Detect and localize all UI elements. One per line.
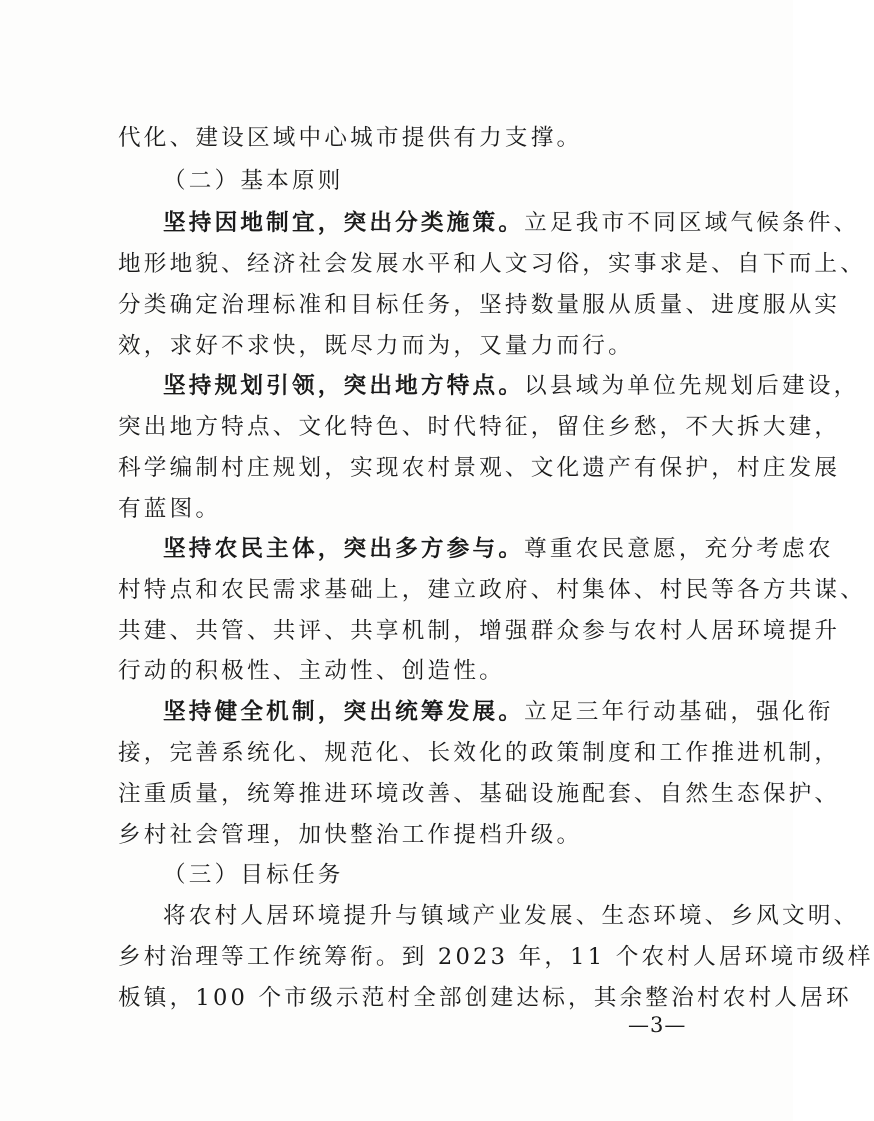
principle-4-heading: 坚持健全机制，突出统筹发展。 — [163, 699, 525, 725]
principle-3-text-start: 尊重农民意愿，充分考虑农 — [524, 536, 834, 562]
principle-4-line-1 — [163, 697, 834, 727]
target-paragraph-line-3: 板镇，100 个市级示范村全部创建达标，其余整治村农村人居环 — [118, 985, 852, 1011]
principle-2-line-2: 突出地方特点、文化特色、时代特征，留住乡愁，不大拆大建， — [118, 414, 841, 440]
page-number: —3— — [628, 1013, 687, 1037]
principle-3-heading: 坚持农民主体，突出多方参与。 — [163, 536, 525, 562]
principle-1-text-start: 立足我市不同区域气候条件、 — [524, 210, 860, 236]
section-heading-target-tasks: （三）目标任务 — [163, 862, 344, 888]
paragraph-continuation: 代化、建设区域中心城市提供有力支撑。 — [118, 125, 583, 151]
principle-1-line-1 — [163, 208, 859, 238]
principle-2-line-3: 科学编制村庄规划，实现农村景观、文化遗产有保护，村庄发展 — [118, 455, 841, 481]
principle-4-line-2: 接，完善系统化、规范化、长效化的政策制度和工作推进机制， — [118, 740, 841, 766]
target-paragraph-line-2: 乡村治理等工作统筹衔。到 2023 年，11 个农村人居环境市级样 — [118, 944, 874, 970]
principle-2-line-4: 有蓝图。 — [118, 496, 222, 522]
principle-1-line-2: 地形地貌、经济社会发展水平和人文习俗，实事求是、自下而上、 — [118, 251, 867, 277]
principle-2-text-start: 以县域为单位先规划后建设， — [524, 373, 860, 399]
principle-2-line-1 — [163, 371, 859, 401]
principle-3-line-4: 行动的积极性、主动性、创造性。 — [118, 658, 505, 684]
principle-3-line-2: 村特点和农民需求基础上，建立政府、村集体、村民等各方共谋、 — [118, 577, 867, 603]
section-heading-basic-principles: （二）基本原则 — [163, 168, 344, 194]
principle-3-line-3: 共建、共管、共评、共享机制，增强群众参与农村人居环境提升 — [118, 618, 841, 644]
principle-1-line-4: 效，求好不求快，既尽力而为，又量力而行。 — [118, 333, 634, 359]
principle-2-heading: 坚持规划引领，突出地方特点。 — [163, 373, 525, 399]
principle-3-line-1 — [163, 534, 834, 564]
target-paragraph-line-1: 将农村人居环境提升与镇域产业发展、生态环境、乡风文明、 — [163, 903, 860, 929]
principle-1-heading: 坚持因地制宜，突出分类施策。 — [163, 210, 525, 236]
principle-4-line-4: 乡村社会管理，加快整治工作提档升级。 — [118, 822, 583, 848]
principle-1-line-3: 分类确定治理标准和目标任务，坚持数量服从质量、进度服从实 — [118, 292, 841, 318]
principle-4-text-start: 立足三年行动基础，强化衔 — [524, 699, 834, 725]
principle-4-line-3: 注重质量，统筹推进环境改善、基础设施配套、自然生态保护、 — [118, 781, 841, 807]
